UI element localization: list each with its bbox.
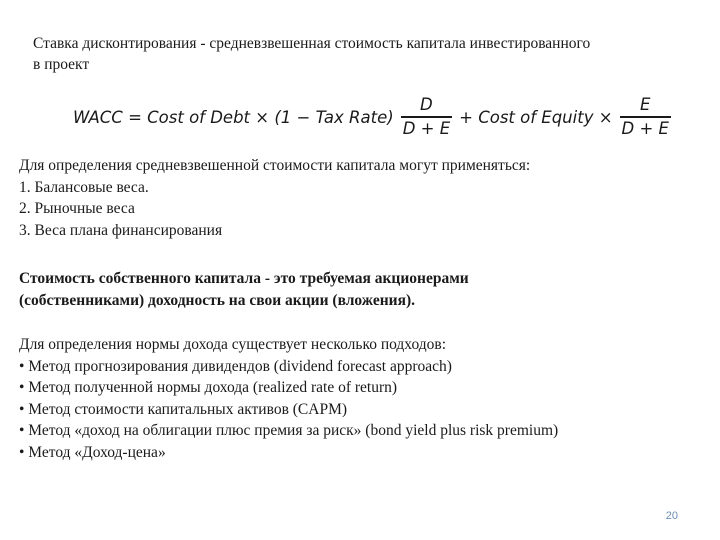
wacc-formula (70, 92, 675, 142)
methods-block (19, 334, 699, 463)
methods-item: • Метод полученной нормы дохода (realized rate of return) (19, 379, 398, 396)
formula-fraction-debt (401, 95, 452, 139)
fraction-equity-bar (620, 116, 671, 118)
equity-cost-definition (19, 268, 699, 311)
methods-item: • Метод «Доход-цена» (19, 443, 166, 461)
formula-fraction-equity (620, 95, 671, 139)
heading-line-2: в проект (33, 56, 90, 73)
weights-item: 3. Веса плана финансирования (19, 221, 223, 239)
weights-intro: Для определения средневзвешенной стоимости капитала могут применяться: (19, 157, 531, 174)
page-number: 20 (665, 510, 678, 522)
methods-intro: Для определения нормы дохода существует несколько подходов: (19, 336, 447, 353)
methods-item: • Метод «доход на облигации плюс премия за риск» (bond yield plus risk premium) (19, 422, 559, 439)
weights-item: 2. Рыночные веса (19, 200, 135, 217)
formula-lhs: WACC = Cost of Debt × (1 − Tax Rate) (73, 107, 394, 127)
fraction-debt-bar (401, 116, 452, 118)
fraction-equity-numerator: E (640, 95, 651, 115)
slide-heading (33, 33, 693, 75)
fraction-debt-numerator: D (420, 95, 433, 115)
weights-block (19, 155, 699, 241)
fraction-debt-denominator: D + E (402, 118, 451, 138)
equity-line-1: Стоимость собственного капитала - это требуемая акционерами (19, 270, 469, 287)
methods-item: • Метод стоимости капитальных активов (CAPM) (19, 400, 348, 418)
weights-item: 1. Балансовые веса. (19, 178, 149, 196)
formula-middle: + Cost of Equity × (459, 107, 613, 127)
equity-line-2: (собственниками) доходность на свои акции (вложения). (19, 291, 415, 309)
heading-line-1: Ставка дисконтирования - средневзвешенная стоимость капитала инвестированного (33, 35, 591, 52)
methods-item: • Метод прогнозирования дивидендов (dividend forecast approach) (19, 357, 452, 375)
fraction-equity-denominator: D + E (621, 118, 669, 138)
